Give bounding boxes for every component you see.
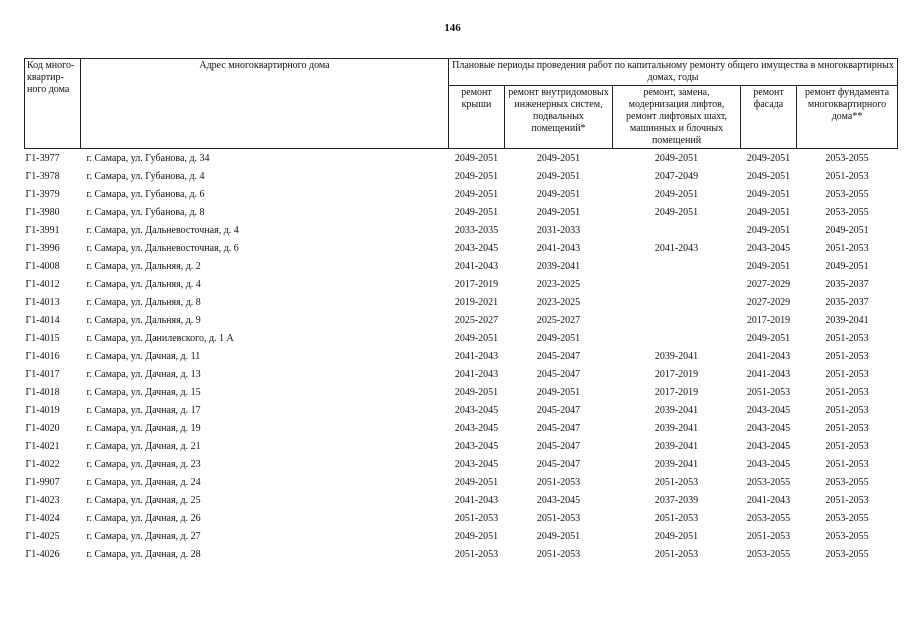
cell-roof: 2017-2019 <box>454 279 499 290</box>
cell-lifts <box>613 258 741 276</box>
cell-lifts <box>613 222 741 240</box>
cell-code: Г1-3996 <box>25 243 60 254</box>
cell-address: г. Самара, ул. Дачная, д. 19 <box>86 423 201 434</box>
cell-code: Г1-4018 <box>25 387 60 398</box>
header-facade: ремонт фасада <box>741 86 797 149</box>
cell-engineering: 2041-2043 <box>536 243 581 254</box>
cell-code: Г1-4022 <box>25 459 60 470</box>
table-row <box>25 348 898 366</box>
cell-roof: 2033-2035 <box>454 225 499 236</box>
cell-address: г. Самара, ул. Губанова, д. 4 <box>86 171 205 182</box>
cell-lifts <box>613 312 741 330</box>
header-foundation: ремонт фундамента многоквартирного дома** <box>797 86 898 149</box>
cell-facade: 2041-2043 <box>746 495 791 506</box>
cell-address: г. Самара, ул. Дачная, д. 28 <box>86 549 201 560</box>
cell-engineering: 2049-2051 <box>536 153 581 164</box>
cell-address: г. Самара, ул. Губанова, д. 8 <box>86 207 205 218</box>
cell-roof: 2043-2045 <box>454 459 499 470</box>
cell-facade: 2053-2055 <box>746 513 791 524</box>
cell-engineering: 2045-2047 <box>536 423 581 434</box>
cell-engineering: 2045-2047 <box>536 405 581 416</box>
cell-lifts: 2039-2041 <box>654 405 699 416</box>
cell-foundation: 2051-2053 <box>825 369 869 380</box>
cell-facade: 2041-2043 <box>746 369 791 380</box>
repair-schedule-table <box>24 58 898 564</box>
cell-lifts: 2049-2051 <box>654 153 699 164</box>
cell-engineering: 2045-2047 <box>536 459 581 470</box>
table-row <box>25 149 898 169</box>
cell-foundation: 2035-2037 <box>825 279 869 290</box>
table-row <box>25 474 898 492</box>
cell-foundation: 2049-2051 <box>825 261 869 272</box>
cell-foundation: 2053-2055 <box>825 207 869 218</box>
cell-lifts: 2017-2019 <box>654 369 699 380</box>
table-row <box>25 168 898 186</box>
cell-code: Г1-3978 <box>25 171 60 182</box>
cell-foundation: 2053-2055 <box>825 513 869 524</box>
cell-code: Г1-4016 <box>25 351 60 362</box>
cell-roof: 2051-2053 <box>454 513 499 524</box>
cell-roof: 2049-2051 <box>454 477 499 488</box>
cell-roof: 2041-2043 <box>454 369 499 380</box>
header-lifts: ремонт, замена, модернизация лифтов, ремонт лифтовых шахт, машинных и блочных помещений <box>613 86 741 149</box>
table-body <box>25 149 898 565</box>
table-row <box>25 366 898 384</box>
cell-foundation: 2051-2053 <box>825 171 869 182</box>
cell-lifts: 2051-2053 <box>654 477 699 488</box>
cell-engineering: 2049-2051 <box>536 171 581 182</box>
header-periods: Плановые периоды проведения работ по капитальному ремонту общего имущества в многоквартирных домах, годы <box>449 59 898 86</box>
cell-foundation: 2051-2053 <box>825 351 869 362</box>
cell-roof: 2041-2043 <box>454 261 499 272</box>
cell-code: Г1-4019 <box>25 405 60 416</box>
cell-code: Г1-9907 <box>25 477 60 488</box>
cell-facade: 2049-2051 <box>746 261 791 272</box>
table-row <box>25 240 898 258</box>
cell-engineering: 2045-2047 <box>536 441 581 452</box>
cell-code: Г1-4025 <box>25 531 60 542</box>
cell-address: г. Самара, ул. Дальневосточная, д. 6 <box>86 243 239 254</box>
cell-facade: 2051-2053 <box>746 531 791 542</box>
cell-facade: 2017-2019 <box>746 315 791 326</box>
cell-engineering: 2039-2041 <box>536 261 581 272</box>
cell-address: г. Самара, ул. Дачная, д. 25 <box>86 495 201 506</box>
cell-roof: 2049-2051 <box>454 171 499 182</box>
cell-code: Г1-4008 <box>25 261 60 272</box>
table-row <box>25 204 898 222</box>
cell-facade: 2049-2051 <box>746 171 791 182</box>
cell-foundation: 2051-2053 <box>825 441 869 452</box>
cell-foundation: 2051-2053 <box>825 387 869 398</box>
cell-engineering: 2049-2051 <box>536 189 581 200</box>
header-address: Адрес многоквартирного дома <box>81 59 449 149</box>
cell-engineering: 2045-2047 <box>536 351 581 362</box>
header-roof: ремонт крыши <box>449 86 505 149</box>
cell-code: Г1-4013 <box>25 297 60 308</box>
cell-address: г. Самара, ул. Дачная, д. 15 <box>86 387 201 398</box>
cell-foundation: 2051-2053 <box>825 423 869 434</box>
cell-roof: 2043-2045 <box>454 441 499 452</box>
cell-address: г. Самара, ул. Данилевского, д. 1 А <box>86 333 234 344</box>
table-row <box>25 438 898 456</box>
table-row <box>25 186 898 204</box>
cell-address: г. Самара, ул. Дачная, д. 11 <box>86 351 201 362</box>
table-row <box>25 528 898 546</box>
table-row <box>25 258 898 276</box>
cell-roof: 2041-2043 <box>454 495 499 506</box>
cell-lifts: 2041-2043 <box>654 243 699 254</box>
cell-address: г. Самара, ул. Дачная, д. 23 <box>86 459 201 470</box>
table-row <box>25 546 898 564</box>
cell-address: г. Самара, ул. Дачная, д. 26 <box>86 513 201 524</box>
cell-foundation: 2049-2051 <box>825 225 869 236</box>
cell-lifts: 2039-2041 <box>654 459 699 470</box>
cell-foundation: 2051-2053 <box>825 405 869 416</box>
cell-foundation: 2053-2055 <box>825 477 869 488</box>
cell-code: Г1-3980 <box>25 207 60 218</box>
cell-roof: 2041-2043 <box>454 351 499 362</box>
cell-roof: 2049-2051 <box>454 531 499 542</box>
cell-facade: 2043-2045 <box>746 441 791 452</box>
cell-lifts: 2051-2053 <box>654 513 699 524</box>
cell-facade: 2041-2043 <box>746 351 791 362</box>
cell-engineering: 2049-2051 <box>536 387 581 398</box>
cell-address: г. Самара, ул. Дачная, д. 13 <box>86 369 201 380</box>
cell-lifts <box>613 276 741 294</box>
cell-code: Г1-4021 <box>25 441 60 452</box>
cell-address: г. Самара, ул. Дачная, д. 24 <box>86 477 201 488</box>
cell-facade: 2049-2051 <box>746 207 791 218</box>
table-row <box>25 276 898 294</box>
cell-lifts: 2049-2051 <box>654 531 699 542</box>
cell-roof: 2049-2051 <box>454 387 499 398</box>
cell-foundation: 2053-2055 <box>825 549 869 560</box>
cell-engineering: 2031-2033 <box>536 225 581 236</box>
cell-roof: 2049-2051 <box>454 207 499 218</box>
cell-roof: 2049-2051 <box>454 189 499 200</box>
table-row <box>25 294 898 312</box>
table-row <box>25 492 898 510</box>
cell-code: Г1-3991 <box>25 225 60 236</box>
cell-roof: 2043-2045 <box>454 243 499 254</box>
cell-code: Г1-4020 <box>25 423 60 434</box>
cell-lifts: 2049-2051 <box>654 189 699 200</box>
cell-facade: 2053-2055 <box>746 549 791 560</box>
cell-code: Г1-4014 <box>25 315 60 326</box>
cell-roof: 2049-2051 <box>454 333 499 344</box>
cell-code: Г1-4012 <box>25 279 60 290</box>
table-row <box>25 312 898 330</box>
cell-address: г. Самара, ул. Дачная, д. 21 <box>86 441 201 452</box>
table-row <box>25 510 898 528</box>
cell-lifts: 2039-2041 <box>654 423 699 434</box>
cell-address: г. Самара, ул. Дальневосточная, д. 4 <box>86 225 239 236</box>
table-row <box>25 330 898 348</box>
header-row-top <box>25 59 898 86</box>
cell-foundation: 2053-2055 <box>825 189 869 200</box>
cell-code: Г1-4015 <box>25 333 60 344</box>
cell-address: г. Самара, ул. Дальняя, д. 9 <box>86 315 201 326</box>
cell-engineering: 2025-2027 <box>536 315 581 326</box>
cell-roof: 2049-2051 <box>454 153 499 164</box>
cell-engineering: 2051-2053 <box>536 549 581 560</box>
cell-engineering: 2051-2053 <box>536 513 581 524</box>
cell-code: Г1-4017 <box>25 369 60 380</box>
cell-engineering: 2043-2045 <box>536 495 581 506</box>
cell-foundation: 2053-2055 <box>825 153 869 164</box>
cell-roof: 2019-2021 <box>454 297 499 308</box>
cell-code: Г1-3979 <box>25 189 60 200</box>
cell-facade: 2027-2029 <box>746 279 791 290</box>
table-row <box>25 222 898 240</box>
cell-engineering: 2049-2051 <box>536 531 581 542</box>
cell-roof: 2043-2045 <box>454 423 499 434</box>
cell-facade: 2051-2053 <box>746 387 791 398</box>
cell-facade: 2049-2051 <box>746 189 791 200</box>
cell-roof: 2043-2045 <box>454 405 499 416</box>
cell-address: г. Самара, ул. Дальняя, д. 8 <box>86 297 201 308</box>
table-row <box>25 402 898 420</box>
table-row <box>25 456 898 474</box>
cell-engineering: 2045-2047 <box>536 369 581 380</box>
cell-lifts: 2049-2051 <box>654 207 699 218</box>
cell-address: г. Самара, ул. Дальняя, д. 2 <box>86 261 201 272</box>
cell-lifts: 2039-2041 <box>654 351 699 362</box>
cell-address: г. Самара, ул. Дачная, д. 27 <box>86 531 201 542</box>
cell-lifts: 2051-2053 <box>654 549 699 560</box>
cell-address: г. Самара, ул. Губанова, д. 34 <box>86 153 210 164</box>
header-code: Код много-квартир-ного дома <box>25 59 81 149</box>
table-row <box>25 384 898 402</box>
cell-lifts <box>613 294 741 312</box>
cell-code: Г1-4023 <box>25 495 60 506</box>
cell-code: Г1-4026 <box>25 549 60 560</box>
cell-lifts <box>613 330 741 348</box>
cell-engineering: 2023-2025 <box>536 279 581 290</box>
cell-engineering: 2051-2053 <box>536 477 581 488</box>
page-number: 146 <box>444 22 461 34</box>
cell-engineering: 2049-2051 <box>536 333 581 344</box>
cell-foundation: 2051-2053 <box>825 495 869 506</box>
cell-engineering: 2049-2051 <box>536 207 581 218</box>
cell-foundation: 2051-2053 <box>825 333 869 344</box>
cell-lifts: 2039-2041 <box>654 441 699 452</box>
cell-facade: 2027-2029 <box>746 297 791 308</box>
cell-foundation: 2035-2037 <box>825 297 869 308</box>
cell-facade: 2043-2045 <box>746 423 791 434</box>
cell-facade: 2049-2051 <box>746 153 791 164</box>
cell-lifts: 2037-2039 <box>654 495 699 506</box>
cell-code: Г1-3977 <box>25 153 60 164</box>
cell-address: г. Самара, ул. Дальняя, д. 4 <box>86 279 201 290</box>
cell-foundation: 2039-2041 <box>825 315 869 326</box>
cell-facade: 2043-2045 <box>746 243 791 254</box>
cell-foundation: 2053-2055 <box>825 531 869 542</box>
cell-facade: 2043-2045 <box>746 405 791 416</box>
cell-lifts: 2017-2019 <box>654 387 699 398</box>
cell-facade: 2049-2051 <box>746 333 791 344</box>
header-engineering: ремонт внутридомовых инженерных систем, подвальных помещений* <box>505 86 613 149</box>
table-row <box>25 420 898 438</box>
cell-lifts: 2047-2049 <box>654 171 699 182</box>
cell-foundation: 2051-2053 <box>825 459 869 470</box>
cell-code: Г1-4024 <box>25 513 60 524</box>
cell-address: г. Самара, ул. Губанова, д. 6 <box>86 189 205 200</box>
cell-foundation: 2051-2053 <box>825 243 869 254</box>
cell-facade: 2049-2051 <box>746 225 791 236</box>
cell-roof: 2025-2027 <box>454 315 499 326</box>
cell-address: г. Самара, ул. Дачная, д. 17 <box>86 405 201 416</box>
cell-engineering: 2023-2025 <box>536 297 581 308</box>
cell-facade: 2043-2045 <box>746 459 791 470</box>
cell-facade: 2053-2055 <box>746 477 791 488</box>
cell-roof: 2051-2053 <box>454 549 499 560</box>
